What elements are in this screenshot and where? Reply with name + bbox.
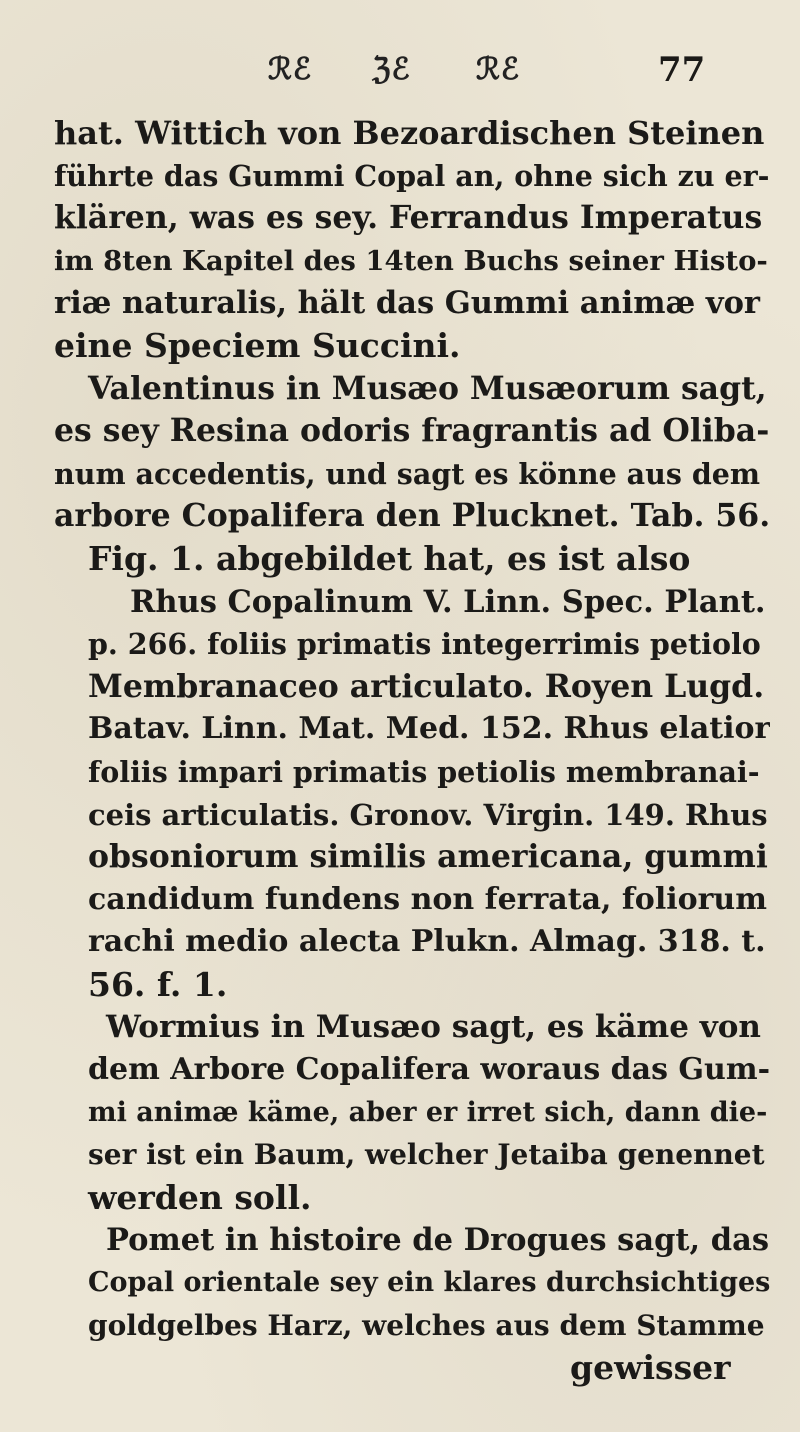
text-line: ser ist ein Baum, welcher Jetaiba genennet	[88, 1138, 765, 1172]
header-ornament: ℛℰ	[268, 52, 313, 87]
text-line: es sey Resina odoris fragrantis ad Oliba-	[54, 412, 770, 450]
text-line: goldgelbes Harz, welches aus dem Stamme	[88, 1308, 765, 1342]
text-line: 56. f. 1.	[88, 964, 228, 1004]
page-header	[0, 44, 800, 104]
text-line: hat. Wittich von Bezoardischen Steinen	[54, 114, 765, 152]
text-line: Fig. 1. abgebildet hat, es ist also	[88, 538, 691, 578]
text-line: ceis articulatis. Gronov. Virgin. 149. Rhus	[88, 797, 768, 832]
text-line: Batav. Linn. Mat. Med. 152. Rhus elatior	[88, 711, 770, 747]
paragraph-start: Pomet in histoire de Drogues sagt, das	[106, 1222, 770, 1259]
text-line: Copal orientale sey ein klares durchsichtiges	[88, 1267, 770, 1299]
text-line: obsoniorum similis americana, gummi	[88, 838, 768, 876]
text-line: p. 266. foliis primatis integerrimis petiolo	[88, 627, 761, 662]
body-text	[40, 112, 770, 1390]
paragraph-start: Wormius in Musæo sagt, es käme von	[106, 1009, 761, 1046]
text-line: candidum fundens non ferrata, foliorum	[88, 881, 767, 917]
text-line: rachi medio alecta Plukn. Almag. 318. t.	[88, 924, 766, 960]
header-ornament: ℛℰ	[476, 52, 521, 87]
text-line: foliis impari primatis petiolis membranai-	[88, 754, 760, 789]
text-line: werden soll.	[88, 1177, 312, 1217]
text-line: mi animæ käme, aber er irret sich, dann die-	[88, 1096, 768, 1128]
text-line: dem Arbore Copalifera woraus das Gum-	[88, 1052, 770, 1088]
text-line: num accedentis, und sagt es könne aus dem	[54, 456, 761, 491]
text-line: im 8ten Kapitel des 14ten Buchs seiner Histo-	[54, 244, 768, 277]
paragraph-start: Rhus Copalinum V. Linn. Spec. Plant.	[130, 583, 766, 620]
catchword: gewisser	[570, 1348, 731, 1388]
text-line: klären, was es sey. Ferrandus Imperatus	[54, 199, 763, 237]
text-line: führte das Gummi Copal an, ohne sich zu er-	[54, 158, 770, 193]
text-line: arbore Copalifera den Plucknet. Tab. 56.	[54, 497, 770, 535]
text-line: eine Speciem Succini.	[54, 325, 461, 365]
header-ornament: ℨℰ	[372, 52, 411, 87]
paragraph-start: Valentinus in Musæo Musæorum sagt,	[88, 369, 767, 407]
page-number: 77	[658, 50, 706, 90]
text-line: riæ naturalis, hält das Gummi animæ vor	[54, 285, 760, 322]
text-line: Membranaceo articulato. Royen Lugd.	[88, 667, 765, 705]
